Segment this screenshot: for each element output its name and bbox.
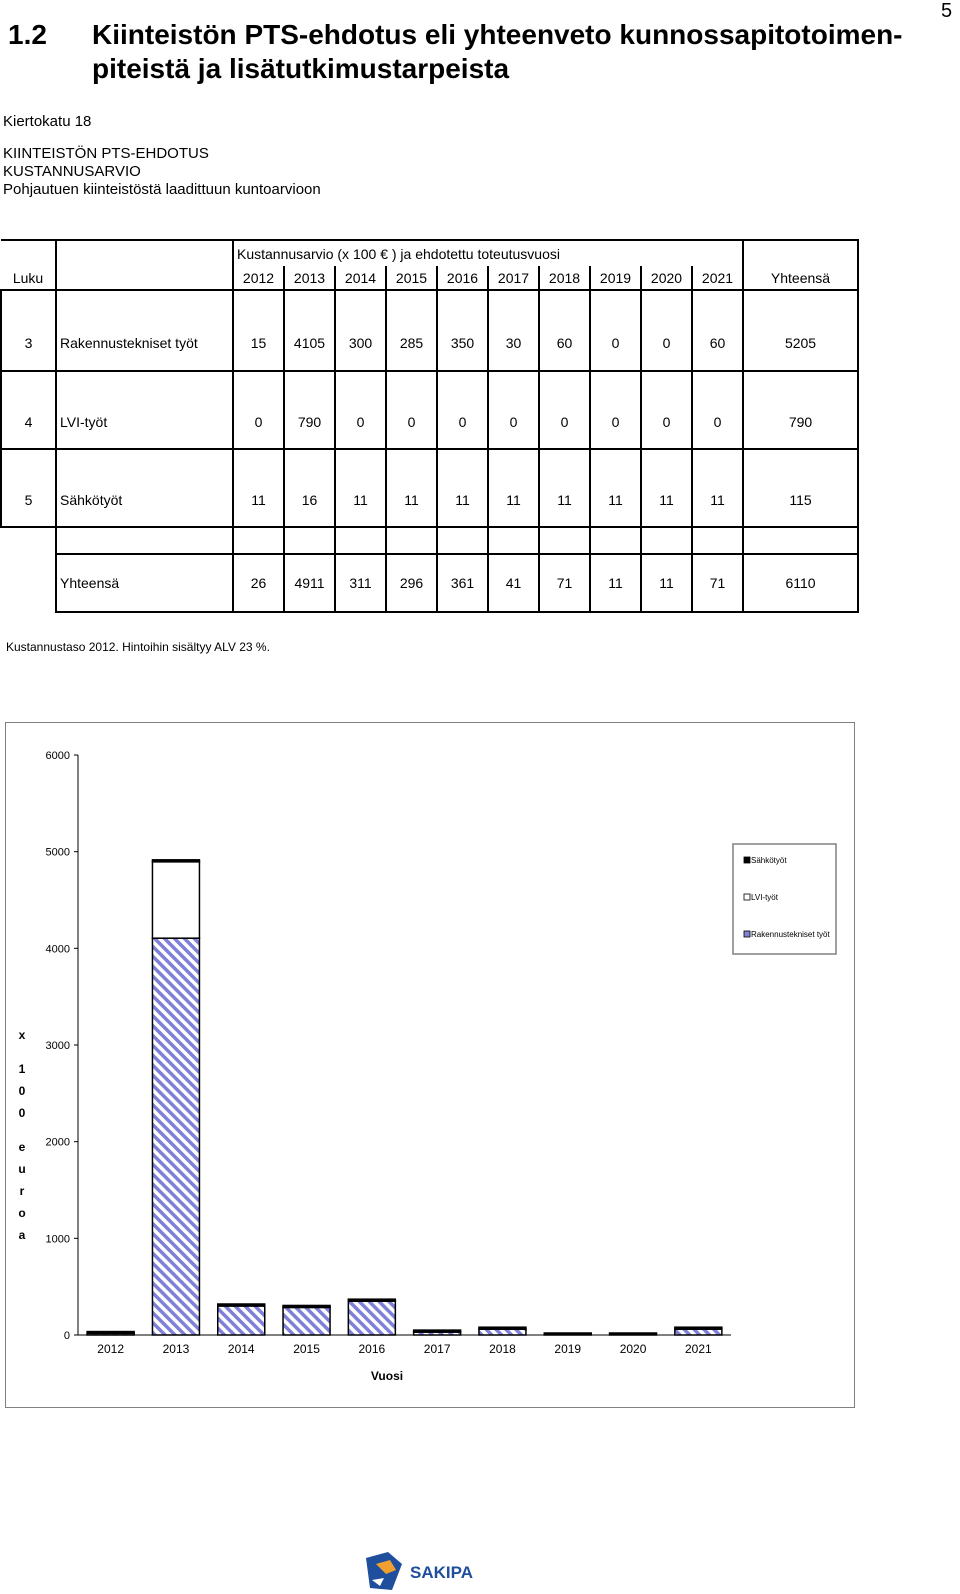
- year-header: 2013: [284, 266, 335, 290]
- x-tick-label: 2019: [554, 1342, 582, 1356]
- stacked-bar-chart: [6, 723, 854, 1407]
- chart-frame: [5, 722, 855, 1408]
- sum-cell: 11: [590, 554, 641, 612]
- value-cell: 0: [437, 396, 488, 449]
- property-address: Kiertokatu 18: [3, 113, 92, 130]
- legend-swatch: [744, 894, 750, 900]
- value-cell: 285: [386, 316, 437, 371]
- y-tick-label: 0: [63, 1330, 70, 1342]
- value-cell: 60: [692, 316, 743, 371]
- bar-segment: [283, 1307, 330, 1335]
- y-tick-label: 5000: [45, 846, 70, 859]
- value-cell: 0: [590, 316, 641, 371]
- grand-total-cell: 6110: [743, 554, 858, 612]
- x-tick-label: 2017: [423, 1342, 451, 1356]
- value-cell: 11: [386, 474, 437, 527]
- sum-cell: 4911: [284, 554, 335, 612]
- value-cell: 0: [692, 396, 743, 449]
- sum-cell: 311: [335, 554, 386, 612]
- bar-segment: [348, 1301, 395, 1335]
- table-row: [1, 316, 858, 371]
- value-cell: 11: [539, 474, 590, 527]
- sum-cell: 41: [488, 554, 539, 612]
- sum-row: [1, 554, 858, 612]
- bar-segment: [675, 1329, 722, 1335]
- bar-segment: [218, 1304, 265, 1306]
- value-cell: 15: [233, 316, 284, 371]
- y-tick-label: 6000: [45, 750, 70, 762]
- section-number: 1.2: [8, 19, 47, 50]
- x-tick-label: 2020: [619, 1342, 647, 1356]
- row-total-cell: 5205: [743, 316, 858, 371]
- sum-cell: 296: [386, 554, 437, 612]
- value-cell: 11: [335, 474, 386, 527]
- value-cell: 0: [590, 396, 641, 449]
- sum-cell: 71: [692, 554, 743, 612]
- bar-segment: [152, 860, 199, 862]
- bar-segment: [283, 1305, 330, 1307]
- y-tick-label: 4000: [45, 943, 70, 956]
- year-header: 2019: [590, 266, 641, 290]
- bar-segment: [218, 1306, 265, 1335]
- value-cell: 0: [641, 316, 692, 371]
- x-tick-label: 2015: [293, 1342, 320, 1356]
- bar-segment: [152, 938, 199, 1335]
- work-name-cell: LVI-työt: [56, 396, 233, 449]
- sum-cell: 71: [539, 554, 590, 612]
- table-row: [1, 474, 858, 527]
- x-tick-label: 2012: [97, 1342, 125, 1356]
- value-cell: 350: [437, 316, 488, 371]
- bar-segment: [152, 862, 199, 938]
- value-cell: 0: [386, 396, 437, 449]
- chart-legend: [733, 844, 836, 954]
- page-number: 5: [941, 0, 953, 22]
- value-cell: 0: [641, 396, 692, 449]
- bar-segment: [479, 1329, 526, 1335]
- work-name-cell: Rakennustekniset työt: [56, 316, 233, 371]
- legend-swatch: [744, 857, 750, 863]
- luku-cell: 5: [1, 474, 56, 527]
- year-header: 2016: [437, 266, 488, 290]
- value-cell: 0: [488, 396, 539, 449]
- row-total-cell: 115: [743, 474, 858, 527]
- year-header: 2018: [539, 266, 590, 290]
- value-cell: 11: [590, 474, 641, 527]
- y-tick-label: 1000: [45, 1233, 70, 1246]
- y-axis-label: x 1 0 0 e u r o a: [18, 1028, 26, 1242]
- value-cell: 11: [437, 474, 488, 527]
- meta-line-3: Pohjautuen kiinteistöstä laadittuun kuntoarvioon: [3, 181, 321, 198]
- year-header: 2015: [386, 266, 437, 290]
- legend-label: Rakennustekniset työt: [751, 930, 830, 939]
- legend-swatch: [744, 931, 750, 937]
- value-cell: 0: [335, 396, 386, 449]
- meta-line-1: KIINTEISTÖN PTS-EHDOTUS: [3, 145, 209, 162]
- year-header: 2014: [335, 266, 386, 290]
- sum-cell: 11: [641, 554, 692, 612]
- x-tick-label: 2018: [489, 1342, 516, 1356]
- section-title: Kiinteistön PTS-ehdotus eli yhteenveto kunnossapitotoimen-piteistä ja lisätutkimustarpeista: [92, 19, 903, 84]
- value-cell: 60: [539, 316, 590, 371]
- bar-segment: [675, 1327, 722, 1329]
- sum-cell: 26: [233, 554, 284, 612]
- value-cell: 11: [233, 474, 284, 527]
- value-cell: 0: [539, 396, 590, 449]
- y-tick-label: 2000: [45, 1136, 70, 1149]
- bar-segment: [479, 1327, 526, 1329]
- sum-label: Yhteensä: [56, 554, 233, 612]
- value-cell: 30: [488, 316, 539, 371]
- x-tick-label: 2016: [358, 1342, 386, 1356]
- x-tick-label: 2013: [162, 1342, 190, 1356]
- bar-segment: [544, 1333, 591, 1335]
- sakipa-logo: [362, 1550, 492, 1594]
- value-cell: 16: [284, 474, 335, 527]
- year-header: 2012: [233, 266, 284, 290]
- meta-line-2: KUSTANNUSARVIO: [3, 163, 141, 180]
- y-tick-label: 3000: [45, 1040, 70, 1052]
- value-cell: 0: [233, 396, 284, 449]
- table-row: [1, 396, 858, 449]
- luku-cell: 3: [1, 316, 56, 371]
- legend-label: Sähkötyöt: [751, 856, 787, 865]
- value-cell: 790: [284, 396, 335, 449]
- x-axis-label: Vuosi: [370, 1369, 404, 1383]
- document-meta: [3, 145, 321, 199]
- bar-segment: [610, 1333, 657, 1335]
- cost-estimate-table: [0, 239, 859, 613]
- value-cell: 4105: [284, 316, 335, 371]
- legend-label: LVI-työt: [751, 893, 778, 902]
- table-caption: Kustannusarvio (x 100 € ) ja ehdotettu toteutusvuosi: [233, 240, 743, 266]
- luku-header: Luku: [1, 266, 56, 290]
- x-tick-label: 2021: [684, 1342, 712, 1356]
- sum-cell: 361: [437, 554, 488, 612]
- year-header: 2021: [692, 266, 743, 290]
- year-header: 2020: [641, 266, 692, 290]
- cost-level-note: Kustannustaso 2012. Hintoihin sisältyy ALV 23 %.: [6, 640, 270, 654]
- value-cell: 11: [641, 474, 692, 527]
- total-header: Yhteensä: [743, 266, 858, 290]
- bar-segment: [414, 1330, 461, 1332]
- value-cell: 11: [488, 474, 539, 527]
- logo-text: SAKIPA: [410, 1563, 473, 1582]
- luku-cell: 4: [1, 396, 56, 449]
- row-total-cell: 790: [743, 396, 858, 449]
- value-cell: 300: [335, 316, 386, 371]
- bar-segment: [87, 1332, 134, 1334]
- value-cell: 11: [692, 474, 743, 527]
- work-name-cell: Sähkötyöt: [56, 474, 233, 527]
- bar-segment: [348, 1299, 395, 1301]
- x-tick-label: 2014: [227, 1342, 255, 1356]
- year-header: 2017: [488, 266, 539, 290]
